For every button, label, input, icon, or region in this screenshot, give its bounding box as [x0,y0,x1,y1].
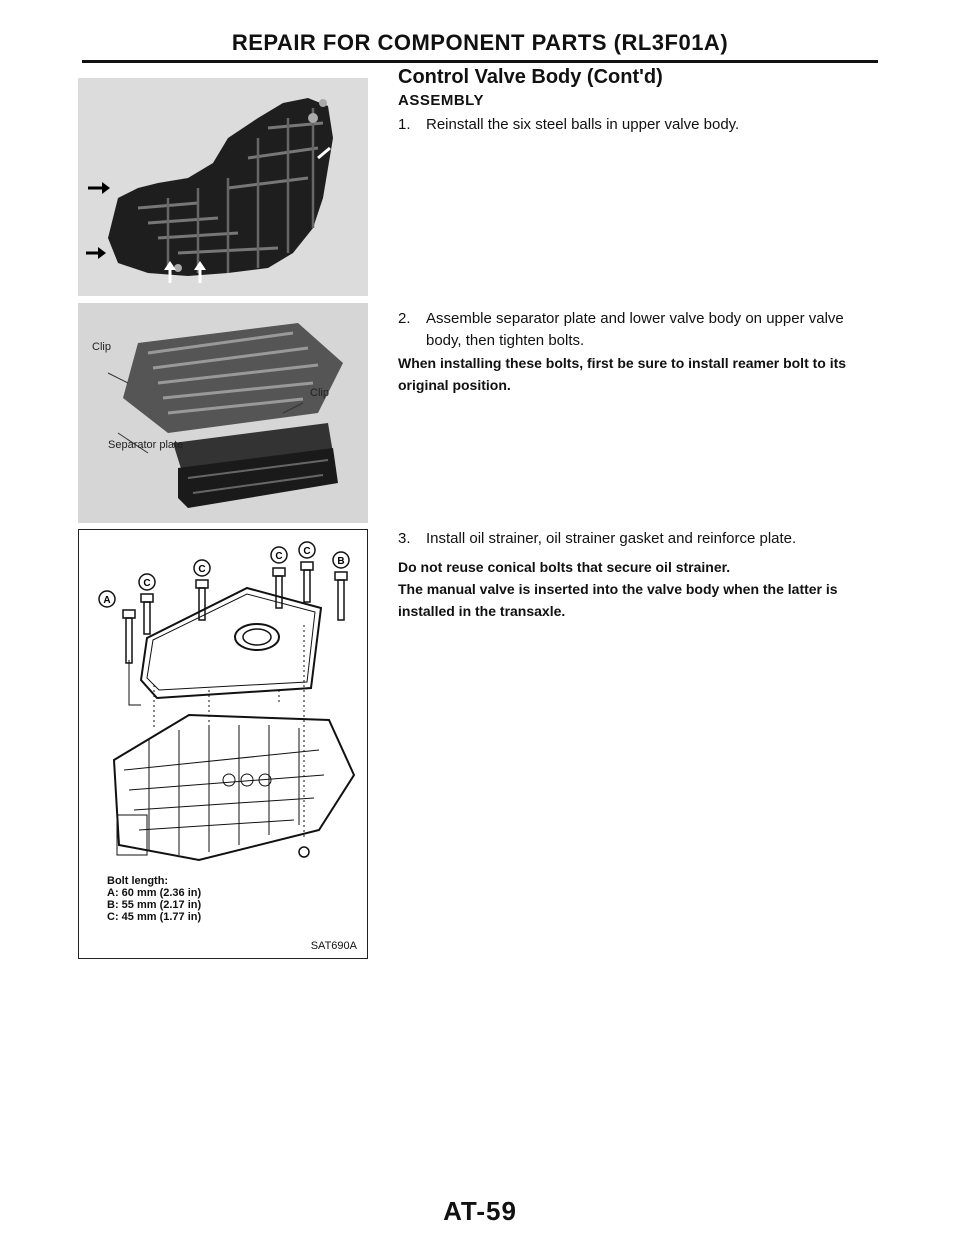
legend-title: Bolt length: [107,875,169,887]
separator-plate-label: Separator plate [108,439,184,451]
step-3-caution-manual-valve: The manual valve is inserted into the valve body when the latter is installed in the transaxle. [398,581,838,619]
bolt-marker-b-label: B [337,556,345,567]
separator-plate-photo [78,303,368,523]
step-2 [398,308,882,352]
bolt-marker-c [194,560,210,576]
header-divider [82,60,878,63]
bolt-marker-c [139,574,155,590]
bolt-marker-c-label: C [303,546,311,557]
page-header-title: REPAIR FOR COMPONENT PARTS (RL3F01A) [231,30,729,55]
bolt-icon [123,610,135,663]
bolt-marker-c-label: C [275,551,283,562]
bolt-marker-a-label: A [103,595,111,606]
bolt-marker-c [271,547,287,563]
bolt-icon [299,847,309,857]
bolt-installation-diagram [78,529,368,959]
bolt-marker-b [333,552,349,568]
bolt-marker-c [299,542,315,558]
separator-plate-illustration [78,303,368,523]
step-2-text: Assemble separator plate and lower valve body on upper valve body, then tighten bolts. [426,310,844,349]
bolt-icon [335,572,347,620]
bolt-icon [141,594,153,634]
bolt-marker-c-label: C [143,578,151,589]
clip-label-right: Clip [310,387,329,399]
step-1 [398,114,882,136]
legend-item-c: C: 45 mm (1.77 in) [107,911,202,923]
bolt-length-legend [107,875,201,923]
section-title: Control Valve Body (Cont'd) [398,66,663,88]
step-1-text: Reinstall the six steel balls in upper valve body. [426,116,740,133]
step-2-caution: When installing these bolts, first be sure to install reamer bolt to its original position. [398,355,847,393]
page-number: AT-59 [443,1196,517,1226]
step-3-caution-conical-bolts: Do not reuse conical bolts that secure oil strainer. [398,559,731,575]
step-2-number: 2. [398,310,411,327]
upper-valve-body-illustration [78,78,368,296]
clip-label-left: Clip [92,341,111,353]
upper-valve-body-photo [78,78,368,296]
legend-item-a: A: 60 mm (2.36 in) [107,887,202,899]
step-3 [398,528,882,550]
assembly-heading: ASSEMBLY [398,92,484,109]
bolt-icon [301,562,313,602]
bolt-marker-c-label: C [198,564,206,575]
legend-item-b: B: 55 mm (2.17 in) [107,899,202,911]
step-3-number: 3. [398,530,411,547]
step-1-number: 1. [398,116,411,133]
step-3-text: Install oil strainer, oil strainer gasket and reinforce plate. [426,530,797,547]
bolt-marker-a [99,591,115,607]
figure-code: SAT690A [310,940,357,952]
